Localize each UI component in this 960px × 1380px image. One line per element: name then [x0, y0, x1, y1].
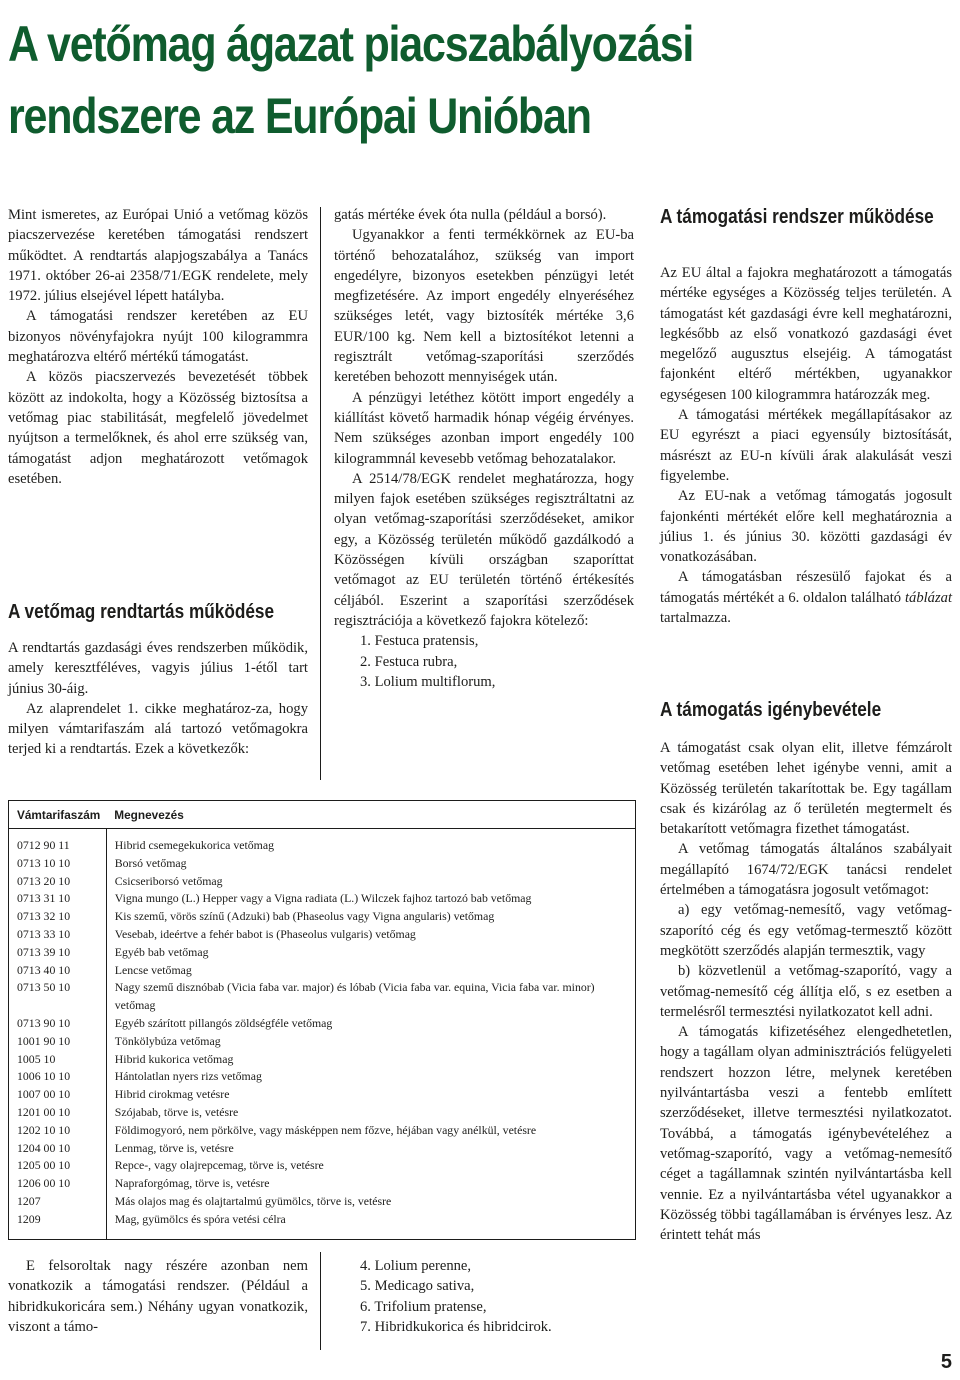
col3-section-heading-2: A támogatás igénybevétele — [660, 699, 882, 721]
column-2-bottom — [334, 1256, 634, 1337]
table-row — [9, 855, 635, 873]
tariff-description: Más olajos mag és olajtartalmú gyümölcs, törve is, vetésre — [114, 1193, 392, 1208]
col3-paragraph-1: Az EU által a fajokra meghatározott a támogatás mértéke egységes a Közösség teljes területén. A támogatást két gazdasági évre kell meghatározni, legkésőbb az első vonatkozó gazdasági évet megelőző augusztus elsejéig. A támogatást fajonként eltérő mértékben, ugyanakkor egységesen 100 kilogrammra határozzák meg. — [660, 265, 952, 403]
table-row — [9, 873, 635, 891]
tariff-code: 0712 90 11 — [9, 829, 106, 855]
col1-paragraph-3: A közös piacszervezés bevezetését többek között az indokolta, hogy a Közösség biztosítsa a vetőmag piac stabilitását, megfelelő jövedelmet nyújtson a termelőknek, és ahol erre szükség van, támogatást adjon meghatározott vetőmagok esetében. — [8, 369, 308, 487]
table-body — [9, 829, 635, 1239]
col3-paragraph-6: A vetőmag támogatás általános szabályait megállapító 1674/72/EGK tanácsi rendelet értelmében a támogatásra jogosult vetőmagot: — [660, 841, 952, 899]
col1-paragraph-2: A támogatási rendszer keretében az EU bizonyos növényfajokra nyújt 100 kilogrammra meghatározva eltérő mértékű támogatást. — [8, 308, 308, 366]
tariff-description: Lenmag, törve is, vetésre — [114, 1140, 234, 1155]
title-line-2: rendszere az Európai Unióban — [8, 88, 591, 144]
tariff-table-grid — [9, 801, 635, 1239]
table-row — [9, 944, 635, 962]
tariff-description: Repce-, vagy olajrepcemag, törve is, vetésre — [114, 1158, 324, 1173]
table-row — [9, 1104, 635, 1122]
tariff-code: 1201 00 10 — [9, 1104, 106, 1122]
tariff-code: 1206 00 10 — [9, 1175, 106, 1193]
tariff-code: 1207 — [9, 1193, 106, 1211]
tariff-code: 0713 20 10 — [9, 873, 106, 891]
tariff-code: 1202 10 10 — [9, 1122, 106, 1140]
tariff-description: Vesebab, ideértve a fehér babot is (Phaseolus vulgaris) vetőmag — [114, 926, 416, 941]
table-header-description: Megnevezés — [106, 801, 635, 829]
table-row — [9, 1051, 635, 1069]
table-row — [9, 962, 635, 980]
table-row — [9, 1157, 635, 1175]
tariff-description: Egyéb szárított pillangós zöldségféle vetőmag — [114, 1015, 333, 1030]
species-list-bottom — [334, 1256, 634, 1337]
col1-paragraph-4: A rendtartás gazdasági éves rendszerben működik, amely keresztféléves, vagyis július 1-étől tart június 30-áig. — [8, 640, 308, 697]
list-item: 2. Festuca rubra, — [360, 653, 458, 670]
tariff-code: 1006 10 10 — [9, 1068, 106, 1086]
page-number: 5 — [940, 1351, 952, 1373]
tariff-description: Hibrid cirokmag vetésre — [114, 1087, 230, 1102]
col2-paragraph-4: A 2514/78/EGK rendelet meghatározza, hogy milyen fajok esetében szükséges regisztráltatni az olyan vetőmag-szaporítási szerződéseket, amikor egy, a Közösség területén működő gazdálkodó a Közösségen kívüli országban szaporíttat vetőmagot az EU területén történő értékesítés céljából. Eszerint a szaporítási szerződések regisztrációja a következő fajokra kötelező: — [334, 470, 634, 629]
tariff-code: 0713 31 10 — [9, 890, 106, 908]
list-item: 3. Lolium multiflorum, — [360, 673, 496, 690]
column-1-bottom — [8, 1256, 308, 1337]
col3-paragraph-4 — [660, 567, 952, 628]
tariff-description: Hántolatlan nyers rizs vetőmag — [114, 1069, 262, 1084]
table-row — [9, 829, 635, 855]
column-rule-bottom — [320, 1252, 321, 1350]
table-row — [9, 890, 635, 908]
tariff-description: Csicseriborsó vetőmag — [114, 873, 223, 888]
col3-section-heading-1: A támogatási rendszer működése — [660, 206, 934, 228]
tariff-description: Egyéb bab vetőmag — [114, 944, 209, 959]
tariff-description: Szójabab, törve is, vetésre — [114, 1104, 239, 1119]
tariff-code: 0713 10 10 — [9, 855, 106, 873]
col3-paragraph-3: Az EU-nak a vetőmag támogatás jogosult fajonkénti mértékét előre kell meghatároznia a július 1. és június 30. közötti gazdasági év vonatkozásában. — [660, 488, 952, 566]
tariff-description: Hibrid kukorica vetőmag — [114, 1051, 234, 1066]
tariff-description: Napraforgómag, törve is, vetésre — [114, 1176, 270, 1191]
tariff-code: 0713 50 10 — [9, 979, 106, 1015]
column-3-top — [660, 263, 952, 628]
col3-paragraph-5: A támogatást csak olyan elit, illetve fémzárolt vetőmag esetében lehet igénybe venni, amit a Közösség területén takarítottak be. Egy tagállam csak és kizárólag az ő területén megtermelt és betakarított vetőmagra fizethet támogatást. — [660, 740, 952, 838]
column-2-top — [334, 205, 634, 692]
col2-paragraph-3: A pénzügyi letéthez kötött import engedély a kiállítást követő harmadik hónap végéig érvényes. Nem szükséges azonban import engedély 100 kilogrammnál kevesebb vetőmag behozatalakor. — [334, 389, 634, 467]
tariff-description: Tönkölybúza vetőmag — [114, 1033, 221, 1048]
list-item: 1. Festuca pratensis, — [360, 633, 479, 650]
table-row — [9, 1122, 635, 1140]
table-row — [9, 1015, 635, 1033]
col2-paragraph-1: gatás mértéke évek óta nulla (például a borsó). — [334, 207, 607, 223]
tariff-code: 1007 00 10 — [9, 1086, 106, 1104]
page-title — [8, 8, 816, 152]
tariff-description: Kis szemű, vörös színű (Adzuki) bab (Phaseolus vagy Vigna angularis) vetőmag — [114, 909, 495, 924]
col3-paragraph-4-text-a: A támogatásban részesülő fajokat és a támogatás mértékét a 6. oldalon található — [660, 569, 952, 606]
col3-paragraph-2: A támogatási mértékek megállapításakor az EU egyrészt a piaci egyensúly biztosítását, másrészt az EU-n kívüli árak alakulását veszi figyelembe. — [660, 407, 952, 484]
table-row — [9, 1175, 635, 1193]
list-item: 5. Medicago sativa, — [360, 1278, 475, 1295]
col2-paragraph-2: Ugyanakkor a fenti termékkörnek az EU-ba történő behozatalához, szükség van import engedélyre, bizonyos esetekben pénzügyi letét megfizetésére. Az import engedély elnyeréséhez szükséges letét, vagy biztosíték mértéke 3,6 EUR/100 kg. Nem kell a biztosítékot letenni a regisztrált vetőmag-szaporítási szerződés keretében behozott mennyiségek után. — [334, 227, 634, 386]
col3-paragraph-8: b) közvetlenül a vetőmag-szaporító, vagy a vetőmag-nemesítő cég állítja elő, s ez esetben a termelésről termesztési nyilatkozatot kell adni. — [660, 963, 952, 1020]
col3-paragraph-9: A támogatás kifizetéséhez elengedhetetlen, hogy a tagállam olyan adminisztrációs felügyeleti rendszert hozzon létre, melynek keretében nyilvántartásba veszi a fentebb említett szerződéseket, illetve termesztési nyilatkozatot. Továbbá, a támogatás igénybevételéhez a vetőmag-szaporító, vagy a vetőmag-nemesítő céget a tagállamnak szintén nyilvántartásba kell vennie. Ez a nyilvántartásba vétel ugyanakkor a Közösség többi tagállamában is érvényes lesz. Az érintett tehát más — [660, 1024, 952, 1244]
table-row — [9, 1140, 635, 1158]
column-3-bottom — [660, 738, 952, 1245]
col3-paragraph-7: a) egy vetőmag-nemesítő, vagy vetőmag-szaporító cég és egy vetőmag-termesztő között megkötött szerződés alapján termesztik, vagy — [660, 902, 952, 959]
tariff-code: 1005 10 — [9, 1051, 106, 1069]
table-row — [9, 979, 635, 1015]
table-reference: táblázat — [904, 589, 952, 606]
tariff-code: 1209 — [9, 1211, 106, 1239]
table-row — [9, 1033, 635, 1051]
col1-paragraph-5: Az alaprendelet 1. cikke meghatároz-za, hogy milyen vámtarifaszám alá tartozó vetőmagokra terjed ki a rendtartás. Ezek a következők: — [8, 700, 308, 758]
list-item: 6. Trifolium pratense, — [360, 1298, 487, 1315]
col1-paragraph-6: E felsoroltak nagy részére azonban nem vonatkozik a támogatási rendszer. (Például a hibridkukoricára sem.) Néhány ugyan vonatkozik, viszont a támo- — [8, 1258, 308, 1335]
tariff-code: 1205 00 10 — [9, 1157, 106, 1175]
tariff-description: Mag, gyümölcs és spóra vetési célra — [114, 1211, 286, 1226]
species-list-top — [334, 631, 634, 692]
tariff-table — [8, 800, 636, 1240]
table-row — [9, 1211, 635, 1239]
tariff-code: 0713 40 10 — [9, 962, 106, 980]
tariff-code: 0713 90 10 — [9, 1015, 106, 1033]
list-item: 7. Hibridkukorica és hibridcirok. — [360, 1318, 552, 1335]
table-row — [9, 1086, 635, 1104]
table-row — [9, 1068, 635, 1086]
tariff-code: 1204 00 10 — [9, 1140, 106, 1158]
tariff-description: Földimogyoró, nem pörkölve, vagy másképpen nem főzve, héjában vagy anélkül, vetésre — [114, 1122, 537, 1137]
col3-paragraph-4-text-b: tartalmazza. — [660, 610, 731, 627]
col1-paragraph-1: Mint ismeretes, az Európai Unió a vetőmag közös piacszervezése keretében támogatási rendszert működtet. A rendtartás alapjogszabálya a Tanács 1971. október 26-ai 2358/71/EGK rendelete, mely 1972. július elsejével lépett hatályba. — [8, 207, 308, 305]
column-rule-top — [320, 207, 321, 780]
column-1-top — [8, 205, 308, 489]
tariff-description: Vigna mungo (L.) Hepper vagy a Vigna radiata (L.) Wilczek fajhoz tartozó bab vetőmag — [114, 891, 532, 906]
tariff-code: 1001 90 10 — [9, 1033, 106, 1051]
table-header-row — [9, 801, 635, 829]
table-header-code: Vámtarifaszám — [9, 801, 106, 829]
column-1-middle — [8, 638, 308, 760]
tariff-description: Lencse vetőmag — [114, 962, 192, 977]
tariff-code: 0713 33 10 — [9, 926, 106, 944]
tariff-code: 0713 39 10 — [9, 944, 106, 962]
list-item: 4. Lolium perenne, — [360, 1258, 472, 1274]
tariff-code: 0713 32 10 — [9, 908, 106, 926]
tariff-description: Nagy szemű disznóbab (Vicia faba var. major) és lóbab (Vicia faba var. equina, Vicia faba var. minor) vetőmag — [114, 980, 595, 1013]
tariff-description: Borsó vetőmag — [114, 855, 187, 870]
table-row — [9, 908, 635, 926]
tariff-description: Hibrid csemegekukorica vetőmag — [114, 838, 274, 852]
col1-section-heading: A vetőmag rendtartás működése — [8, 601, 275, 623]
table-row — [9, 926, 635, 944]
title-line-1: A vetőmag ágazat piacszabályozási — [8, 16, 694, 72]
table-row — [9, 1193, 635, 1211]
